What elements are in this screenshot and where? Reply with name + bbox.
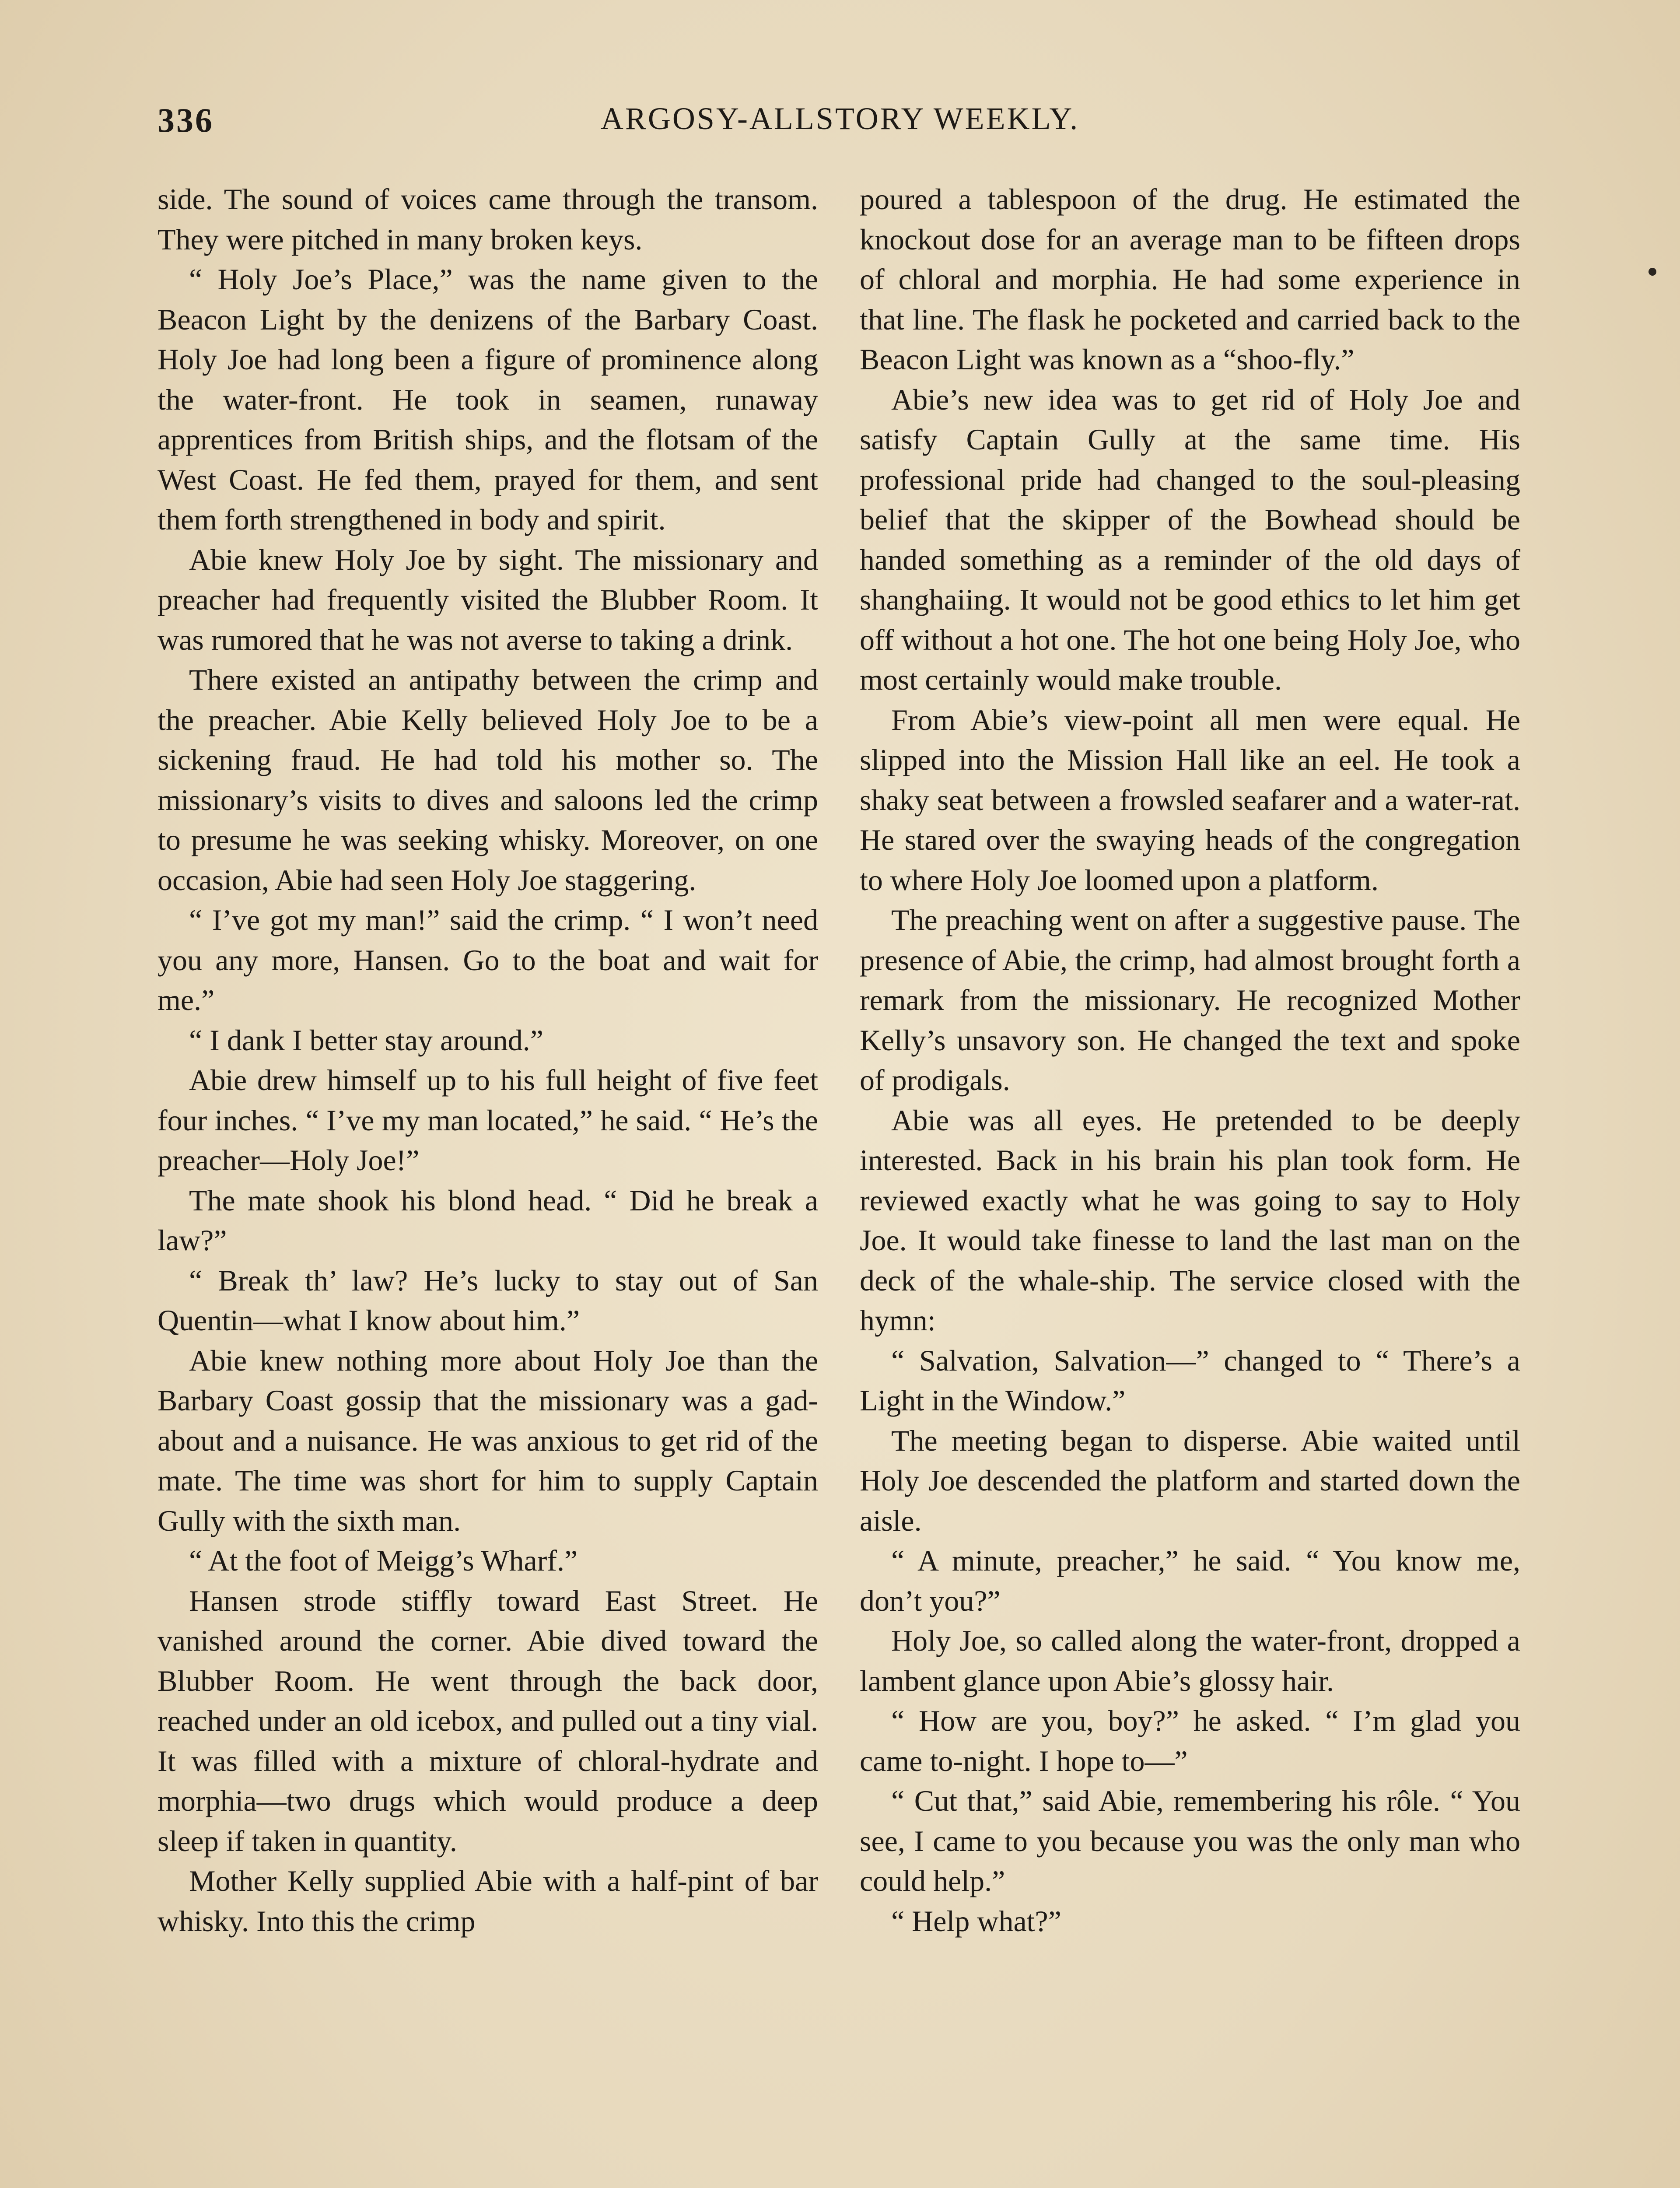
paragraph: Mother Kelly supplied Abie with a half-pint of bar whisky. Into this the crimp xyxy=(158,1864,818,1938)
left-column xyxy=(158,179,818,1941)
paragraph: “ Holy Joe’s Place,” was the name given to the Beacon Light by the denizens of the Barbary Coast. Holy Joe had long been a figure of prominence along the water-front. He took in seamen, runaway apprentices from British ships, and the flotsam of the West Coast. He fed them, prayed for them, and sent them forth strengthened in body and spirit. xyxy=(158,263,818,536)
paragraph: Holy Joe, so called along the water-front, dropped a lambent glance upon Abie’s glossy hair. xyxy=(860,1624,1520,1697)
paragraph: side. The sound of voices came through the transom. They were pitched in many broken keys. xyxy=(158,182,818,256)
paragraph: Hansen strode stiffly toward East Street. He vanished around the corner. Abie dived toward the Blubber Room. He went through the back door, reached under an old icebox, and pulled out a tiny vial. It was filled with a mixture of chloral-hydrate and morphia—two drugs which would produce a deep sleep if taken in quantity. xyxy=(158,1584,818,1858)
paragraph: “ I’ve got my man!” said the crimp. “ I won’t need you any more, Hansen. Go to the boat and wait for me.” xyxy=(158,903,818,1017)
paragraph: “ Cut that,” said Abie, remembering his rôle. “ You see, I came to you because you was the only man who could help.” xyxy=(860,1784,1520,1897)
paragraph: “ I dank I better stay around.” xyxy=(189,1023,543,1057)
right-column xyxy=(860,179,1520,1941)
paragraph: “ Help what?” xyxy=(891,1904,1061,1938)
paragraph: “ How are you, boy?” he asked. “ I’m glad you came to-night. I hope to—” xyxy=(860,1704,1520,1778)
paragraph: “ A minute, preacher,” he said. “ You know me, don’t you?” xyxy=(860,1544,1520,1617)
running-title: ARGOSY-ALLSTORY WEEKLY. xyxy=(600,101,1080,136)
page-number: 336 xyxy=(158,101,214,139)
paragraph: Abie knew nothing more about Holy Joe than the Barbary Coast gossip that the missionary was a gad-about and a nuisance. He was anxious to get rid of the mate. The time was short for him to supply Captain Gully with the sixth man. xyxy=(158,1343,818,1537)
paragraph: The meeting began to disperse. Abie waited until Holy Joe descended the platform and started down the aisle. xyxy=(860,1424,1520,1537)
page-header xyxy=(158,101,1522,149)
paragraph: “ At the foot of Meigg’s Wharf.” xyxy=(189,1544,578,1577)
paragraph: From Abie’s view-point all men were equal. He slipped into the Mission Hall like an eel. He took a shaky seat between a frowsled seafarer and a water-rat. He stared over the swaying heads of the congregation to where Holy Joe loomed upon a platform. xyxy=(860,703,1520,897)
paragraph: Abie knew Holy Joe by sight. The missionary and preacher had frequently visited the Blubber Room. It was rumored that he was not averse to taking a drink. xyxy=(158,543,818,656)
paragraph: The mate shook his blond head. “ Did he break a law?” xyxy=(158,1183,818,1257)
paragraph: The preaching went on after a suggestive pause. The presence of Abie, the crimp, had almost brought forth a remark from the missionary. He recognized Mother Kelly’s unsavory son. He changed the text and spoke of prodigals. xyxy=(860,903,1520,1097)
paragraph: poured a tablespoon of the drug. He estimated the knockout dose for an average man to be fifteen drops of chloral and morphia. He had some experience in that line. The flask he pocketed and carried back to the Beacon Light was known as a “shoo-fly.” xyxy=(860,182,1520,376)
paragraph: “ Break th’ law? He’s lucky to stay out of San Quentin—what I know about him.” xyxy=(158,1263,818,1337)
paragraph: There existed an antipathy between the crimp and the preacher. Abie Kelly believed Holy Joe to be a sickening fraud. He had told his mother so. The missionary’s visits to dives and saloons led the crimp to presume he was seeking whisky. Moreover, on one occasion, Abie had seen Holy Joe staggering. xyxy=(158,663,818,897)
paragraph: “ Salvation, Salvation—” changed to “ There’s a Light in the Window.” xyxy=(860,1343,1520,1417)
paragraph: Abie was all eyes. He pretended to be deeply interested. Back in his brain his plan took form. He reviewed exactly what he was going to say to Holy Joe. It would take finesse to land the last man on the deck of the whale-ship. The service closed with the hymn: xyxy=(860,1103,1520,1337)
ink-speck xyxy=(1648,268,1656,276)
paragraph: Abie’s new idea was to get rid of Holy Joe and satisfy Captain Gully at the same time. His professional pride had changed to the soul-pleasing belief that the skipper of the Bowhead should be handed something as a reminder of the old days of shanghaiing. It would not be good ethics to let him get off without a hot one. The hot one being Holy Joe, who most certainly would make trouble. xyxy=(860,382,1520,696)
paragraph: Abie drew himself up to his full height of five feet four inches. “ I’ve my man located,” he said. “ He’s the preacher—Holy Joe!” xyxy=(158,1063,818,1177)
